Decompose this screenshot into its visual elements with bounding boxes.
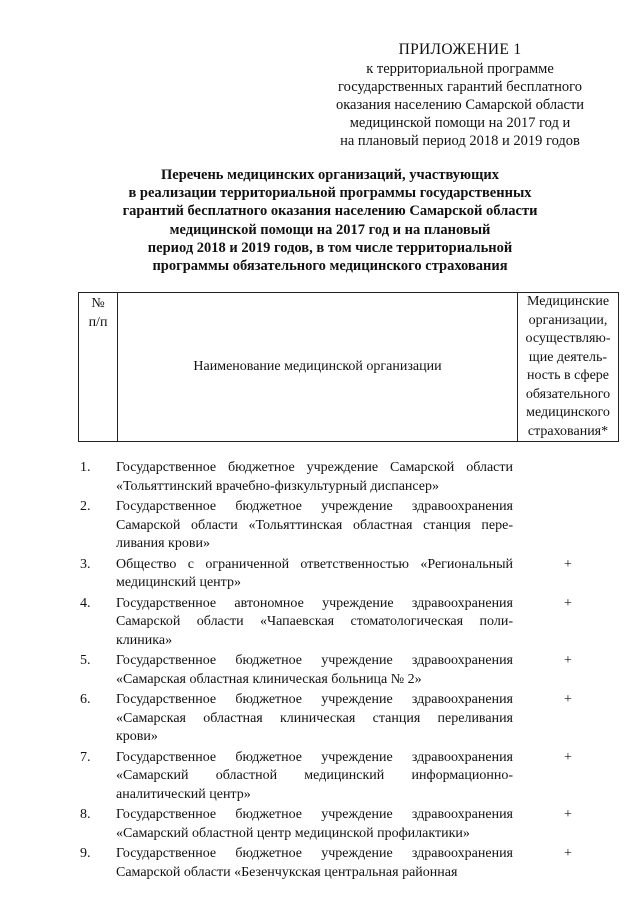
organization-name-line: Государственное бюджетное учреждение здравоохранения (116, 692, 513, 707)
organization-name-line: аналитический центр» (116, 786, 251, 802)
item-number: 7. (80, 749, 91, 765)
column-oms-label: Медицинские (526, 294, 610, 309)
organization-name-line: Государственное бюджетное учреждение здравоохранения (116, 499, 513, 514)
column-oms-header (518, 293, 619, 442)
organization-name (116, 845, 513, 882)
title-line: период 2018 и 2019 годов, в том числе территориальной (147, 239, 513, 256)
organization-name (116, 652, 513, 689)
organization-name-line: Самарской области «Безенчукская центральная районная (116, 864, 458, 880)
column-number-label: п/п (88, 314, 108, 330)
list-item (0, 845, 640, 882)
item-number: 8. (80, 807, 91, 822)
item-number: 4. (80, 595, 91, 611)
column-oms-label: страхования* (527, 423, 609, 439)
organization-name-line: Государственное бюджетное учреждение здравоохранения (116, 653, 513, 668)
organization-name (116, 691, 513, 747)
list-item (0, 595, 640, 651)
organization-name-line: крови» (116, 729, 158, 744)
appendix-block (300, 40, 620, 150)
list-item (0, 498, 640, 554)
appendix-line: к территориальной программе (366, 61, 554, 77)
organization-name (116, 806, 513, 843)
appendix-line: медицинской помощи на 2017 год и (349, 115, 571, 131)
organization-name-line: Государственное бюджетное учреждение здравоохранения (116, 749, 513, 765)
column-oms-label: медицинского (526, 405, 610, 420)
organization-name-line: Государственное бюджетное учреждение Самарской области (116, 460, 513, 475)
appendix-heading: ПРИЛОЖЕНИЕ 1 (398, 41, 522, 58)
organization-name-line: клиника» (116, 632, 173, 648)
oms-participation-mark: + (564, 807, 572, 822)
organization-name-line: «Самарский областной медицинский информационно- (116, 768, 513, 783)
oms-participation-mark: + (564, 595, 572, 611)
column-oms-label: ность в сфере (526, 368, 610, 383)
organization-name-line: Государственное бюджетное учреждение здравоохранения (116, 846, 513, 861)
organization-name (116, 498, 513, 554)
appendix-line: оказания населению Самарской области (335, 97, 585, 113)
organization-name (116, 556, 513, 593)
column-oms-label: осуществляю- (525, 331, 611, 346)
column-number-header (79, 293, 118, 442)
organization-name-line: «Самарская областная клиническая станция переливания (116, 710, 513, 726)
organization-name-line: медицинский центр» (116, 575, 241, 590)
title-line: в реализации территориальной программы государственных (128, 185, 532, 202)
list-item (0, 556, 640, 593)
title-line: Перечень медицинских организаций, участвующих (160, 167, 499, 183)
item-number: 1. (80, 460, 91, 475)
organization-name-line: Государственное автономное учреждение здравоохранения (116, 595, 513, 611)
organization-name (116, 595, 513, 651)
oms-participation-mark: + (564, 692, 572, 707)
title-line: медицинской помощи на 2017 год и на плановый (169, 221, 491, 238)
item-number: 3. (80, 556, 91, 572)
organization-name (116, 459, 513, 496)
item-number: 5. (80, 653, 91, 668)
column-name-header: Наименование медицинской организации (118, 293, 518, 442)
organization-name-line: «Самарская областная клиническая больница № 2» (116, 671, 422, 687)
oms-participation-mark: + (564, 653, 572, 668)
title-line: гарантий бесплатного оказания населению Самарской области (122, 203, 538, 220)
oms-participation-mark: + (564, 556, 572, 572)
organization-name (116, 749, 513, 805)
item-number: 2. (80, 499, 91, 514)
oms-participation-mark: + (564, 749, 572, 765)
column-oms-label: щие деятель- (528, 349, 608, 365)
appendix-line: на плановый период 2018 и 2019 годов (340, 133, 580, 149)
organization-name-line: «Самарский областной центр медицинской профилактики» (116, 825, 470, 841)
list-item (0, 652, 640, 689)
list-item (0, 806, 640, 843)
organization-name-line: Общество с ограниченной ответственностью «Региональный (116, 556, 513, 572)
title-line: программы обязательного медицинского страхования (152, 258, 508, 275)
item-number: 6. (80, 692, 91, 707)
list-item (0, 691, 640, 747)
table-header (78, 292, 619, 442)
organization-name-line: «Тольяттинский врачебно-физкультурный диспансер» (116, 478, 440, 494)
appendix-line: государственных гарантий бесплатного (338, 79, 582, 95)
column-number-label: № (91, 296, 105, 311)
organization-name-line: Государственное бюджетное учреждение здравоохранения (116, 807, 513, 822)
organization-name-line: ливания крови» (116, 536, 210, 551)
list-item (0, 459, 640, 496)
organization-name-line: Самарской области «Тольяттинская областная станция пере- (116, 517, 513, 533)
organization-list (0, 459, 640, 884)
oms-participation-mark: + (564, 846, 572, 861)
list-item (0, 749, 640, 805)
organization-name-line: Самарской области «Чапаевская стоматологическая поли- (116, 614, 513, 629)
document-title (70, 166, 590, 275)
column-oms-label: обязательного (525, 386, 611, 402)
item-number: 9. (80, 846, 91, 861)
column-oms-label: организации, (528, 312, 608, 328)
